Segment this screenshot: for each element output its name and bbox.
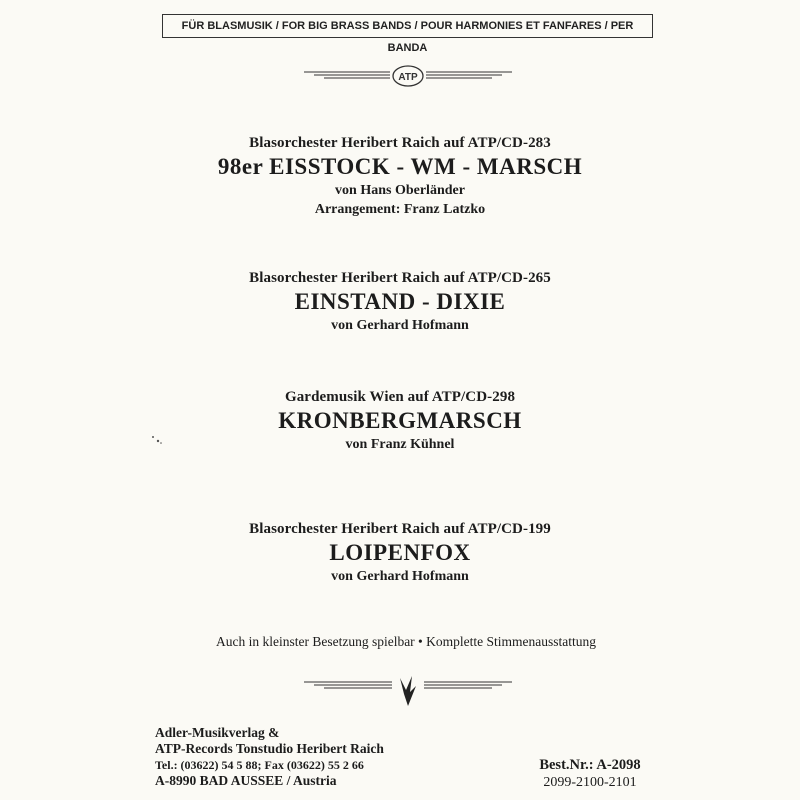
order-number: Best.Nr.: A-2098 — [539, 757, 641, 773]
note-text: Auch in kleinster Besetzung spielbar • Komplette Stimmenausstattung — [215, 634, 597, 649]
publisher-info — [155, 725, 384, 789]
piece-title: 98er EISSTOCK - WM - MARSCH — [217, 154, 583, 179]
order-numbers: 2099-2100-2101 — [543, 775, 637, 790]
piece-title: EINSTAND - DIXIE — [294, 289, 506, 314]
piece-performer: Blasorchester Heribert Raich auf ATP/CD-283 — [249, 135, 551, 151]
atp-logo-text: ATP — [398, 72, 418, 83]
publisher-line2: ATP-Records Tonstudio Heribert Raich — [155, 741, 384, 756]
piece-1 — [0, 134, 800, 219]
piece-3 — [0, 388, 800, 454]
piece-composer: von Franz Kühnel — [345, 437, 455, 452]
publisher-phone: Tel.: (03622) 54 5 88; Fax (03622) 55 2 66 — [155, 758, 364, 772]
piece-performer: Blasorchester Heribert Raich auf ATP/CD-265 — [249, 270, 551, 286]
banner: FÜR BLASMUSIK / FOR BIG BRASS BANDS / POUR HARMONIES ET FANFARES / PER BANDA — [162, 14, 653, 38]
piece-performer: Blasorchester Heribert Raich auf ATP/CD-199 — [249, 521, 551, 537]
order-info — [520, 757, 660, 791]
piece-title: KRONBERGMARSCH — [278, 408, 522, 433]
piece-composer: von Hans Oberländer — [335, 183, 465, 198]
piece-performer: Gardemusik Wien auf ATP/CD-298 — [284, 389, 516, 405]
piece-composer: von Gerhard Hofmann — [331, 318, 469, 333]
piece-composer: von Gerhard Hofmann — [331, 569, 469, 584]
publisher-address: A-8990 BAD AUSSEE / Austria — [155, 773, 337, 788]
piece-title: LOIPENFOX — [329, 540, 471, 565]
publisher-line1: Adler-Musikverlag & — [155, 725, 280, 740]
bird-logo-ornament — [300, 670, 516, 712]
print-speck — [150, 434, 164, 446]
piece-2 — [0, 269, 800, 335]
atp-logo-ornament — [300, 64, 516, 90]
piece-4 — [0, 520, 800, 586]
piece-arrangement: Arrangement: Franz Latzko — [314, 202, 486, 217]
